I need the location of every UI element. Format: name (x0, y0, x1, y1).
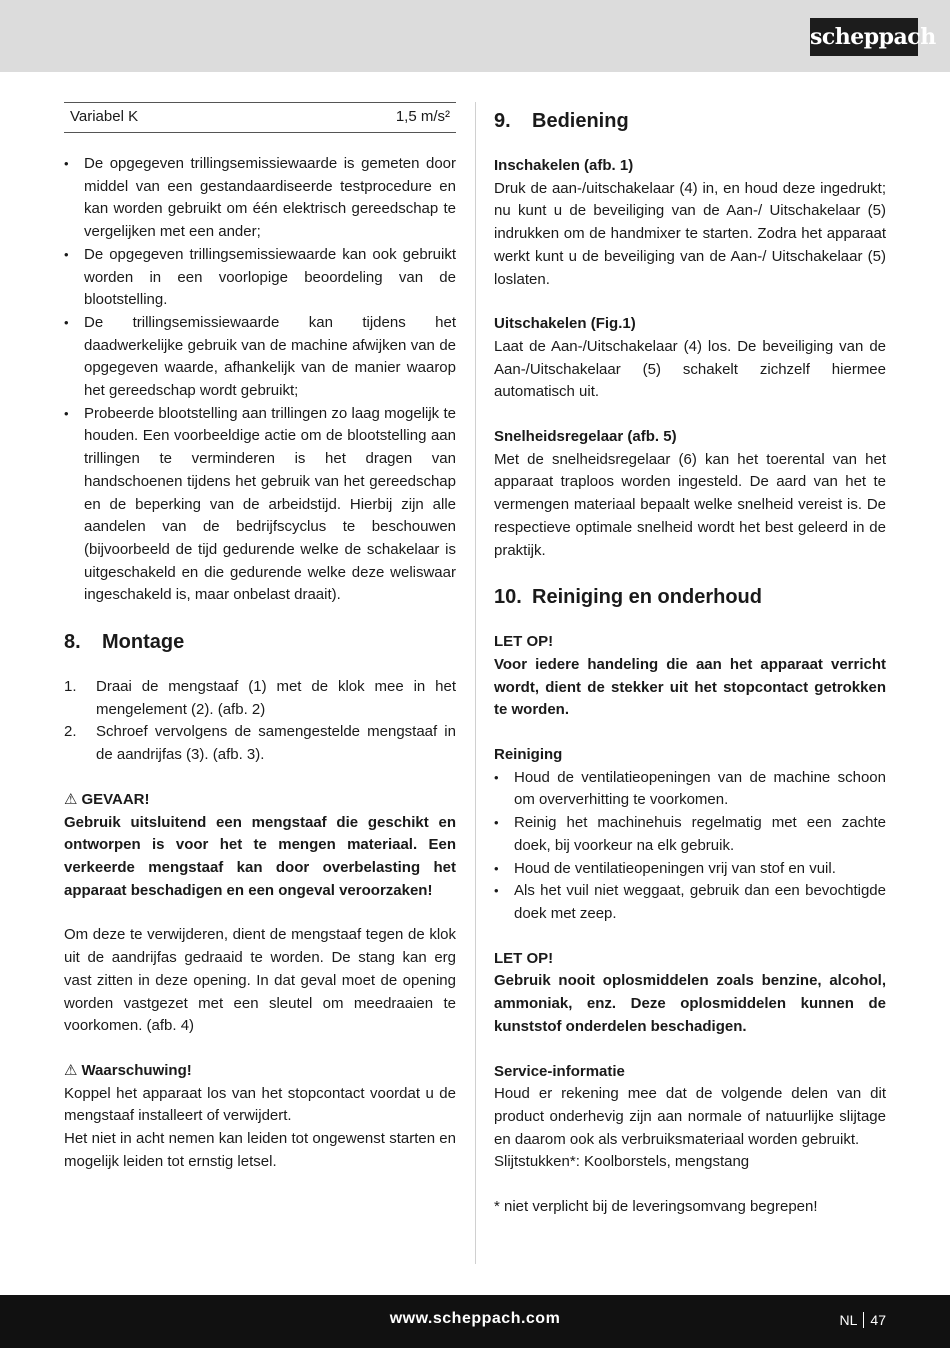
list-item: • Reinig het machinehuis regelmatig met een zachte doek, bij voorkeur na elk gebruik. (494, 812, 886, 857)
paragraph: Druk de aan-/uitschakelaar (4) in, en houd deze ingedrukt; nu kunt u de beveiliging van de Aan-/ Uitschakelaar (5) indrukken om de handmixer te starten. Zodra het apparaat werkt kunt u de beveiliging van de Aan-/ Uitschakelaar (5) loslaten. (494, 179, 886, 288)
attention-text: Gebruik nooit oplosmiddelen zoals benzine, alcohol, ammoniak, enz. Deze oplosmiddelen kunnen de kunststof onderdelen beschadigen. (494, 972, 886, 1035)
subheading-switch-off: Uitschakelen (Fig.1) (494, 315, 636, 333)
section-number: 8. (64, 631, 81, 654)
page-number: 47 (870, 1312, 886, 1328)
vibration-value: 1,5 m/s² (395, 108, 450, 126)
paragraph: Laat de Aan-/Uitschakelaar (4) los. De beveiliging van de Aan-/Uitschakelaar (5) schakelt zichzelf hiermee automatisch uit. (494, 337, 886, 401)
warning-text: Het niet in acht nemen kan leiden tot ongewenst starten en mogelijk leiden tot ernstig letsel. (64, 1130, 456, 1170)
left-column (64, 102, 456, 1173)
removal-text: Om deze te verwijderen, dient de mengstaaf tegen de klok uit de aandrijfas gedraaid te worden. De stang kan erg vast zitten in deze opening. In dat geval moet de opening worden vastgezet met een sleutel om meedraaien te voorkomen. (afb. 4) (64, 926, 456, 1035)
paragraph: Met de snelheidsregelaar (6) kan het toerental van het apparaat traploos worden ingesteld. De aard van het te vermengen materiaal bepaalt welke snelheid vereist is. De respectieve optimale snelheid wordt het best geleerd in de praktijk. (494, 450, 886, 559)
language-code: NL (839, 1312, 858, 1328)
column-divider (475, 102, 476, 1264)
subheading-switch-on: Inschakelen (afb. 1) (494, 157, 634, 174)
separator (863, 1312, 864, 1328)
danger-title: GEVAAR! (81, 790, 150, 808)
list-item: • Probeerde blootstelling aan trillingen zo laag mogelijk te houden. Een voorbeeldige actie om de blootstelling aan trillingen te verminderen is het dragen van handschoenen tijdens het gebruik van het gereedschap en de beperking van de arbeidstijd. Hierbij zijn alle aandelen van de bedrijfscyclus te beschouwen (bijvoorbeeld de tijd gedurende welke de schakelaar is uitgeschakeld en die gedurende welke deze weliswaar ingeschakeld is, maar onbelast draait). (64, 403, 456, 607)
list-item: • Houd de ventilatieopeningen van de machine schoon om oververhitting te voorkomen. (494, 767, 886, 812)
page-footer (0, 1295, 950, 1348)
subheading-service-info: Service-informatie (494, 1062, 625, 1080)
cleaning-bullet-list (494, 767, 886, 926)
warning-heading (64, 1060, 456, 1083)
section-heading-bediening (494, 108, 886, 134)
vibration-label: Variabel K (70, 108, 139, 126)
list-item: • De opgegeven trillingsemissiewaarde is gemeten door middel van een gestandaardiseerde testprocedure en kan worden gebruikt om één elektrisch gereedschap te vergelijken met een ander; (64, 153, 456, 244)
list-item (64, 676, 456, 721)
vibration-bullet-list (64, 153, 456, 607)
section-heading-reiniging (494, 584, 886, 610)
list-item: • Als het vuil niet weggaat, gebruik dan een bevochtigde doek met zeep. (494, 880, 886, 925)
montage-steps (64, 676, 456, 767)
vibration-table (64, 102, 456, 133)
warning-title: Waarschuwing! (81, 1061, 192, 1079)
danger-text: Gebruik uitsluitend een mengstaaf die geschikt en ontworpen is voor het te mengen materiaal. Een verkeerde mengstaaf kan door overbelasting het apparaat beschadigen en een ongeval veroorzaken! (64, 813, 456, 899)
list-item: • De trillingsemissiewaarde kan tijdens het daadwerkelijke gebruik van de machine afwijken van de opgegeven waarde, afhankelijk van de manier waarop het gereedschap wordt gebruikt; (64, 312, 456, 403)
step-text: Draai de mengstaaf (1) met de klok mee in het mengelement (2). (afb. 2) (96, 678, 456, 718)
subheading-cleaning: Reiniging (494, 746, 563, 764)
step-number: 1. (64, 678, 77, 696)
list-item: • Houd de ventilatieopeningen vrij van stof en vuil. (494, 858, 886, 881)
step-text: Schroef vervolgens de samengestelde mengstaaf in de aandrijfas (3). (afb. 3). (96, 723, 456, 764)
paragraph: Houd er rekening mee dat de volgende delen van dit product onderhevig zijn aan normale of natuurlijke slijtage en daarom ook als verbruiksmateriaal worden gebruikt. (494, 1085, 886, 1148)
list-item: • De opgegeven trillingsemissiewaarde kan ook gebruikt worden in een voorlopige beoordeling van de blootstelling. (64, 244, 456, 312)
wear-parts-text: Slijtstukken*: Koolborstels, mengstang (494, 1153, 750, 1171)
attention-heading: LET OP! (494, 633, 554, 651)
warning-triangle-icon: ⚠ (64, 790, 78, 808)
warning-triangle-icon: ⚠ (64, 1061, 78, 1079)
footnote: * niet verplicht bij de leveringsomvang begrepen! (494, 1198, 818, 1216)
attention-text: Voor iedere handeling die aan het apparaat verricht wordt, dient de stekker uit het stopcontact getrokken te worden. (494, 655, 886, 719)
warning-text: Koppel het apparaat los van het stopcontact voordat u de mengstaaf installeert of verwijdert. (64, 1084, 456, 1125)
section-number: 10. (494, 586, 522, 609)
section-title: Reiniging en onderhoud (532, 586, 762, 609)
step-number: 2. (64, 723, 77, 741)
danger-heading (64, 789, 456, 812)
website-link[interactable]: www.scheppach.com (389, 1310, 561, 1327)
header-band (0, 0, 950, 72)
page-indicator (840, 1309, 886, 1332)
section-heading-montage (64, 629, 456, 655)
attention-heading: LET OP! (494, 949, 554, 967)
section-title: Bediening (532, 110, 629, 132)
scheppach-logo: scheppach (810, 18, 918, 56)
list-item (64, 721, 456, 766)
section-title: Montage (102, 631, 185, 654)
section-number: 9. (494, 110, 511, 132)
subheading-speed-control: Snelheidsregelaar (afb. 5) (494, 428, 677, 446)
right-column (494, 102, 886, 1219)
